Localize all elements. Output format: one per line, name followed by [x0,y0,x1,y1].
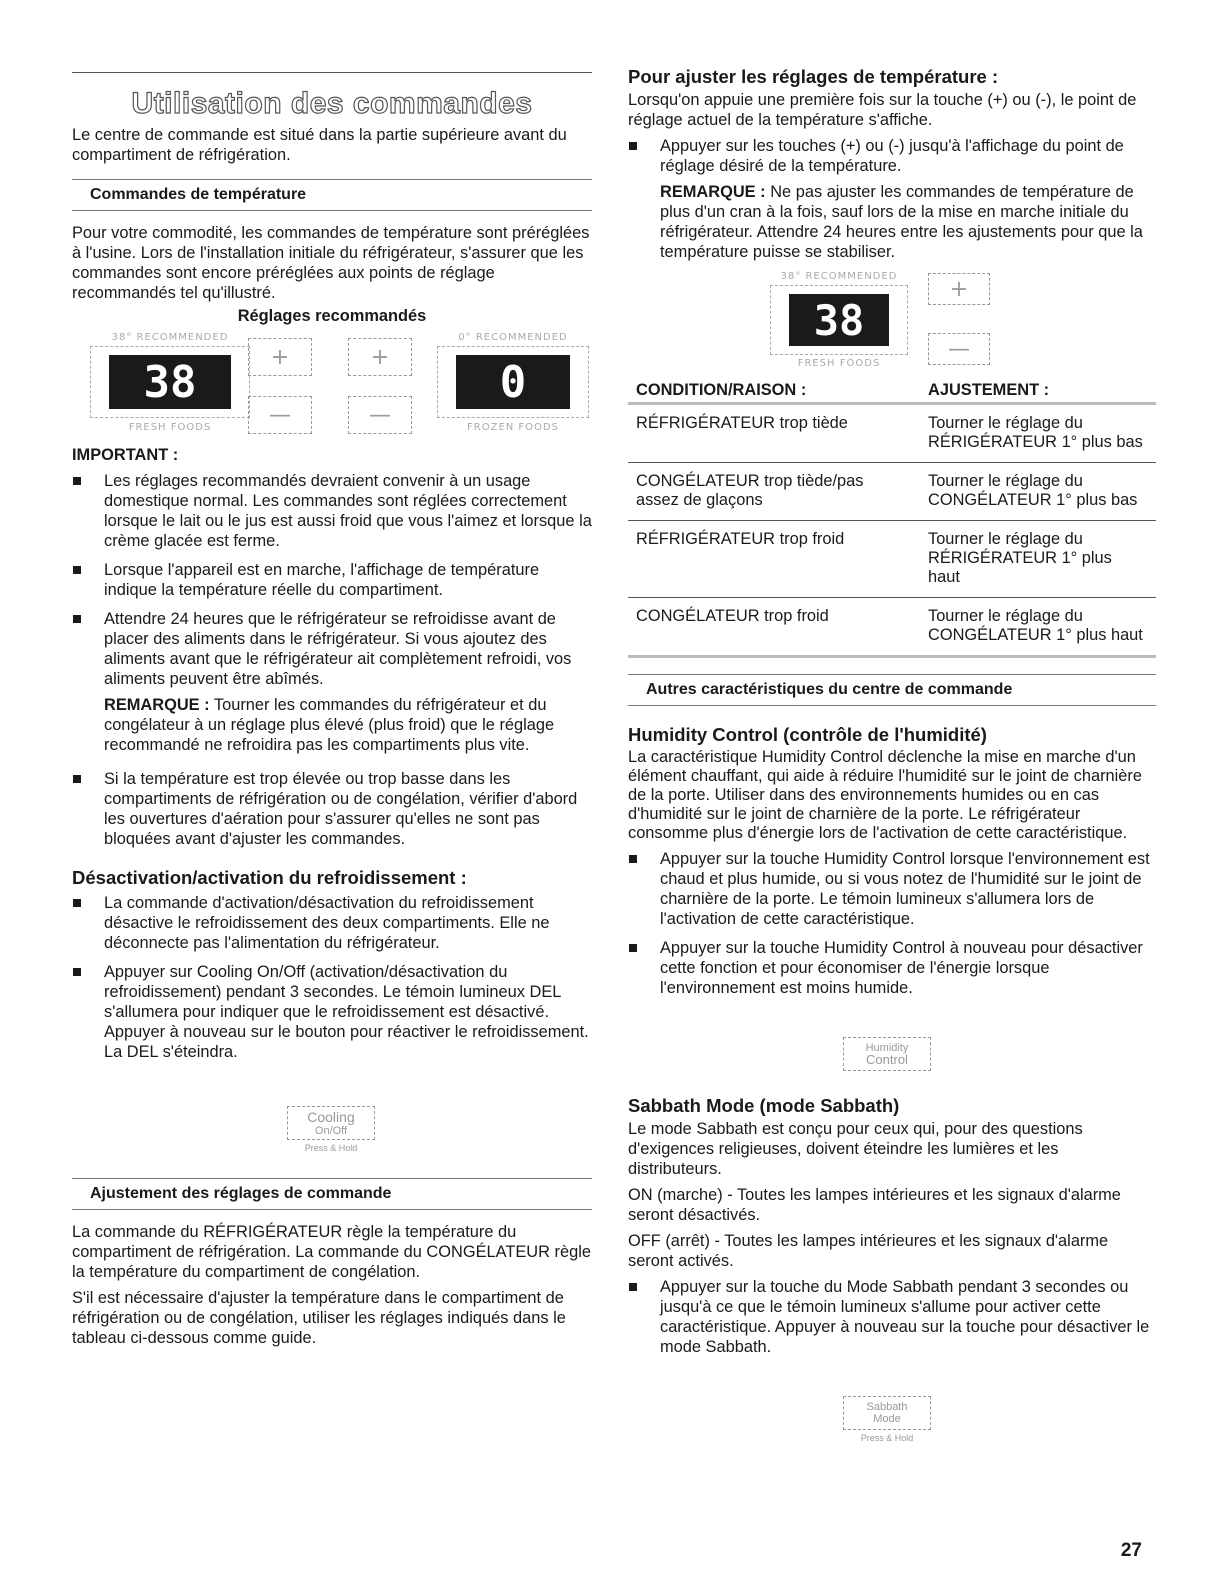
adjust-controls-heading: Ajustement des réglages de commande [72,1178,592,1210]
page-number: 27 [1120,1540,1142,1561]
adjust-text-2: S'il est nécessaire d'ajuster la température dans le compartiment de réfrigération ou de congélation, utiliser les réglages indiqués dans le tableau ci-dessous comme guide. [72,1289,566,1347]
note-text: Ne pas ajuster les commandes de température de plus d'un cran à la fois, sauf lors de la mise en marche initiale du réfrigérateur. Attendre 24 heures entre les ajustements pour que la température puisse se stabiliser. [660,183,1143,261]
important-item: Lorsque l'appareil est en marche, l'affichage de température indique la température réelle du compartiment. [72,560,592,600]
adjust-buttons [928,273,990,365]
cooling-key-sublabel: On/Off [314,1125,348,1137]
humidity-heading: Humidity Control (contrôle de l'humidité) [628,724,987,745]
adjust-temp-item [628,136,1156,262]
important-item-text: Attendre 24 heures que le réfrigérateur se refroidisse avant de placer des aliments dans le réfrigérateur. Si vous ajoutez des aliments avant que le réfrigérateur ait complètement refroidi, vos aliments peuvent être abîmés. [104,610,572,688]
note-label: REMARQUE : [660,183,766,201]
humidity-key-label: Humidity [865,1042,909,1054]
temp-controls-heading: Commandes de température [72,179,592,211]
frozen-plus-button[interactable]: + [348,338,412,376]
adjust-display-frame [770,285,908,355]
adjust-panel-illustration [628,271,1156,377]
important-heading: IMPORTANT : [72,446,179,464]
control-panel-illustration [72,332,592,444]
table-header-adjustment: AJUSTEMENT : [928,381,1050,399]
cooling-key-label: Cooling [307,1109,355,1125]
table-cell: CONGÉLATEUR trop froid [636,607,829,625]
table-cell: Tourner le réglage du RÉRIGÉRATEUR 1° plus haut [928,530,1112,586]
note-paragraph [104,695,592,755]
frozen-recommended-label: 0° RECOMMENDED [458,332,568,343]
left-column [72,0,592,1348]
table-cell: Tourner le réglage du CONGÉLATEUR 1° plus bas [928,472,1138,509]
fresh-minus-button[interactable]: — [248,396,312,434]
note-text: Tourner les commandes du réfrigérateur et du congélateur à un réglage plus élevé (plus froid) que le réglage recommandé ne refroidira pas les compartiments plus vite. [104,696,555,754]
important-item: Les réglages recommandés devraient convenir à un usage domestique normal. Les commandes sont réglées correctement lorsque le lait ou le jus est aussi froid que vous l'aimez et lorsque la crème glacée est ferme. [72,471,592,551]
page-title: Utilisation des commandes [131,87,533,120]
humidity-key-sublabel: Control [866,1052,908,1067]
other-features-heading: Autres caractéristiques du centre de commande [628,674,1156,706]
fresh-recommended-label: 38° RECOMMENDED [111,332,229,343]
table-row [628,521,1156,598]
cooling-press-hold: Press & Hold [304,1143,358,1153]
table-row [628,405,1156,463]
table-cell: RÉFRIGÉRATEUR trop tiède [636,414,848,432]
recommended-heading: Réglages recommandés [237,307,427,325]
sabbath-key-illustration [628,1366,1156,1446]
fresh-display-frame [90,346,250,418]
adjust-temp-item-text: Appuyer sur les touches (+) ou (-) jusqu'à l'affichage du point de réglage désiré de la température. [660,137,1124,175]
fresh-temp-display: 38 [109,355,231,409]
table-cell: Tourner le réglage du CONGÉLATEUR 1° plus haut [928,607,1143,644]
top-rule [72,72,592,73]
adjust-temp-heading: Pour ajuster les réglages de température : [628,66,999,87]
humidity-key-illustration [628,1007,1156,1087]
sabbath-mode-button[interactable] [843,1396,931,1430]
table-cell: CONGÉLATEUR trop tiède/pas assez de glaçons [636,472,864,509]
frozen-foods-panel [437,332,589,433]
adjust-fresh-panel [770,271,908,369]
humidity-control-button[interactable] [843,1037,931,1071]
adjust-temp-text: Lorsqu'on appuie une première fois sur la touche (+) ou (-), le point de réglage actuel de la température s'affiche. [628,91,1137,129]
adjust-temp-list [628,136,1156,262]
humidity-text: La caractéristique Humidity Control déclenche la mise en marche d'un élément chauffant, qui aide à réduire l'humidité sur le joint de charnière de la porte. Utiliser dans des environnements humides ou en cas d'humidité sur le joint de charnière de la porte. Le réfrigérateur consomme plus d'énergie lors de l'activation de cette caractéristique. [628,748,1142,842]
temp-controls-text: Pour votre commodité, les commandes de température sont préréglées à l'usine. Lors de l'installation initiale du réfrigérateur, s'assurer que les commandes sont encore préréglées aux points de réglage recommandés tel qu'illustré. [72,224,590,302]
cooling-item: La commande d'activation/désactivation du refroidissement désactive le refroidissement des deux compartiments. Elle ne déconnecte pas l'alimentation du réfrigérateur. [72,893,592,953]
right-column [628,0,1156,1446]
sabbath-press-hold: Press & Hold [860,1433,914,1443]
important-list [72,471,592,849]
sabbath-key-label: Sabbath [866,1401,908,1413]
adjust-plus-button[interactable]: + [928,273,990,305]
sabbath-key-sublabel: Mode [873,1413,901,1425]
cooling-item: Appuyer sur Cooling On/Off (activation/désactivation du refroidissement) pendant 3 secondes. Le témoin lumineux DEL s'allumera pour indiquer que le refroidissement est désactivé. Appuyer à nouveau sur le bouton pour réactiver le refroidissement. La DEL s'éteindra. [72,962,592,1062]
fresh-plus-button[interactable]: + [248,338,312,376]
fresh-buttons [248,338,312,434]
adjust-recommended-label: 38° RECOMMENDED [780,271,898,282]
sabbath-list [628,1277,1156,1357]
sabbath-text: Le mode Sabbath est conçu pour ceux qui, pour des questions d'exigences religieuses, doivent éteindre les lumières et les distributeurs. [628,1120,1083,1178]
frozen-display-frame [437,346,589,418]
adjustment-table [628,377,1156,658]
frozen-buttons [348,338,412,434]
frozen-foods-label: FROZEN FOODS [467,422,559,433]
note-paragraph [660,182,1156,262]
fresh-foods-label: FRESH FOODS [128,422,212,433]
sabbath-item: Appuyer sur la touche du Mode Sabbath pendant 3 secondes ou jusqu'à ce que le témoin lumineux s'allume pour activer cette caractéristique. Appuyer à nouveau sur la touche pour désactiver le mode Sabbath. [628,1277,1156,1357]
adjust-minus-button[interactable]: — [928,333,990,365]
adjust-fresh-label: FRESH FOODS [797,358,881,369]
adjust-temp-display: 38 [789,294,889,346]
note-label: REMARQUE : [104,696,210,714]
sabbath-heading: Sabbath Mode (mode Sabbath) [628,1095,900,1116]
table-cell: Tourner le réglage du RÉRIGÉRATEUR 1° plus bas [928,414,1143,451]
humidity-item: Appuyer sur la touche Humidity Control lorsque l'environnement est chaud et plus humide, ou si vous notez de l'humidité sur le joint de charnière de la porte. Le témoin lumineux s'allumera lors de l'activation de cette caractéristique. [628,849,1156,929]
sabbath-off-text: OFF (arrêt) - Toutes les lampes intérieures et les signaux d'alarme seront activés. [628,1232,1109,1270]
fresh-foods-panel [90,332,250,433]
table-cell: RÉFRIGÉRATEUR trop froid [636,530,845,548]
humidity-list [628,849,1156,998]
table-row [628,463,1156,521]
sabbath-on-text: ON (marche) - Toutes les lampes intérieures et les signaux d'alarme seront désactivés. [628,1186,1121,1224]
intro-text: Le centre de commande est situé dans la partie supérieure avant du compartiment de réfrigération. [72,126,567,164]
important-item: Si la température est trop élevée ou trop basse dans les compartiments de réfrigération ou de congélation, vérifier d'abord les ouvertures d'aération pour s'assurer qu'elles ne sont pas bloquées avant d'ajuster les commandes. [72,769,592,849]
cooling-list [72,893,592,1062]
table-header [628,377,1156,405]
frozen-minus-button[interactable]: — [348,396,412,434]
cooling-heading: Désactivation/activation du refroidissement : [72,867,467,888]
important-item [72,609,592,755]
humidity-item: Appuyer sur la touche Humidity Control à nouveau pour désactiver cette fonction et pour économiser de l'énergie lorsque l'environnement est moins humide. [628,938,1156,998]
cooling-key-illustration [72,1086,592,1176]
frozen-temp-display: 0 [456,355,570,409]
table-row [628,598,1156,658]
table-header-condition: CONDITION/RAISON : [636,381,807,399]
adjust-text-1: La commande du RÉFRIGÉRATEUR règle la température du compartiment de réfrigération. La commande du CONGÉLATEUR règle la température du compartiment de congélation. [72,1223,591,1281]
cooling-on-off-button[interactable] [287,1106,375,1140]
